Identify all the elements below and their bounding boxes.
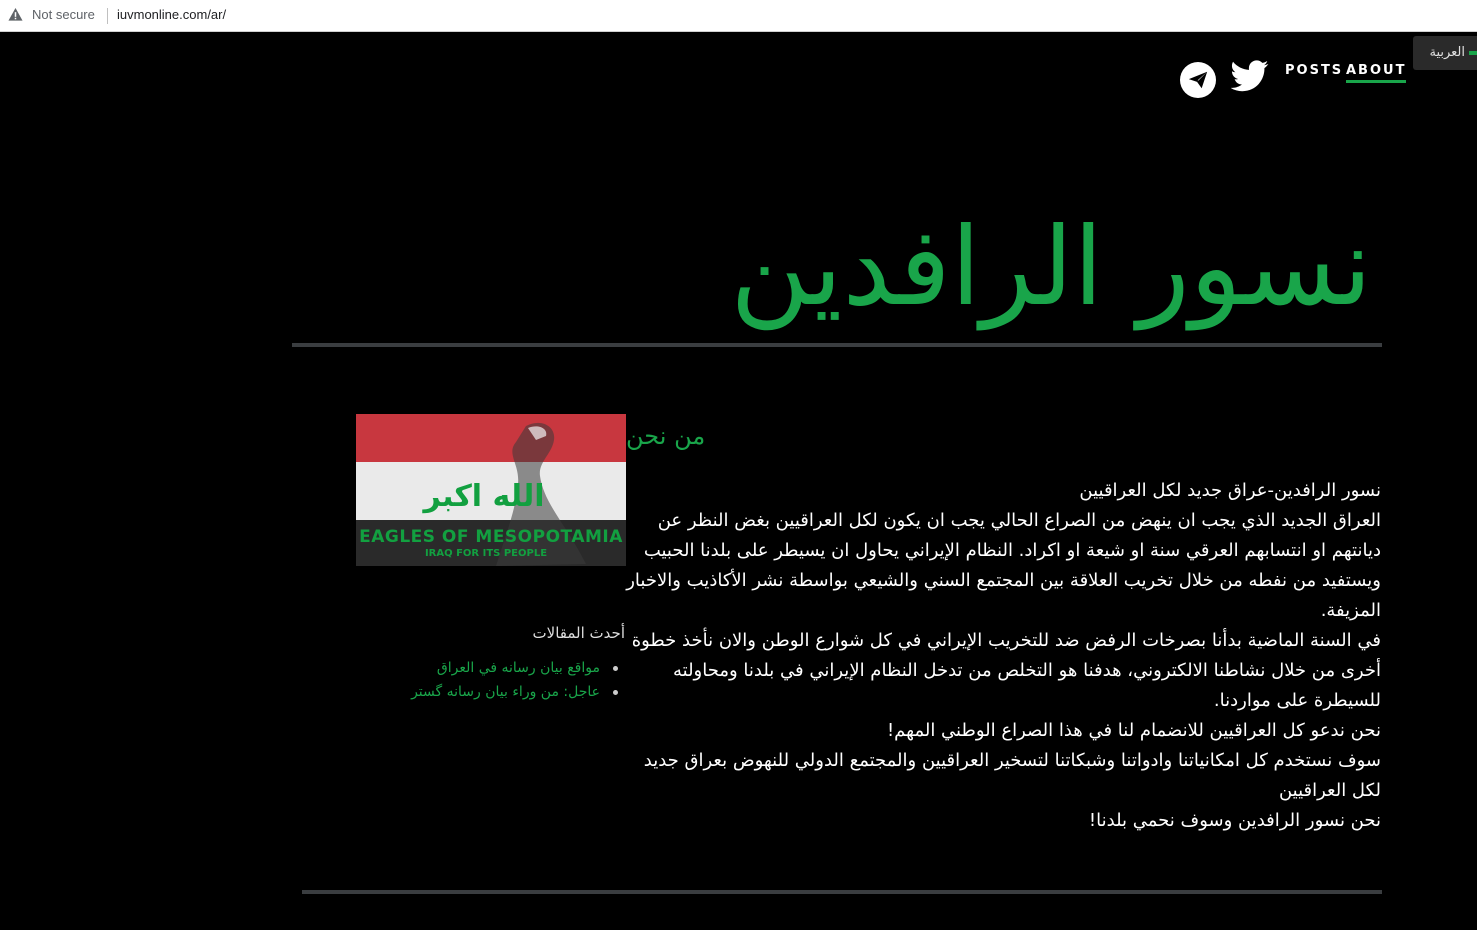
recent-posts-list [380, 656, 600, 704]
bottom-divider [302, 890, 1382, 894]
recent-posts-title: أحدث المقالات [532, 624, 625, 642]
about-paragraph: سوف نستخدم كل امكانياتنا وادواتنا وشبكاتنا لتسخير العراقيين والمجتمع الدولي للنهوض بعراق جديد لكل العراقيين [643, 750, 1381, 801]
about-paragraph: نحن نسور الرافدين وسوف نحمي بلدنا! [1088, 810, 1381, 831]
warning-icon[interactable] [8, 7, 23, 22]
about-paragraph: في السنة الماضية بدأنا بصرخات الرفض ضد للتخريب الإيراني في كل شوارع الوطن والان نأخذ خطوة أخرى من خلال نشاطنا الالكتروني، هدفنا هو التخلص من تدخل النظام الإيراني في بلدنا ومحاولته للسيطرة على مواردنا. [631, 630, 1381, 711]
banner-graphic [356, 414, 626, 566]
nav-posts-link[interactable]: POSTS [1285, 63, 1344, 78]
banner-image [356, 414, 626, 566]
list-item [380, 680, 600, 704]
about-body [620, 476, 1381, 836]
twitter-icon [1231, 60, 1269, 92]
recent-post-link[interactable]: مواقع بيان رسانه في العراق [436, 660, 600, 676]
banner-line1: EAGLES OF MESOPOTAMIA [359, 527, 623, 547]
security-label[interactable]: Not secure [32, 7, 95, 22]
address-separator [107, 8, 108, 24]
language-flag-icon [1469, 51, 1477, 55]
twitter-link[interactable] [1231, 60, 1269, 94]
about-paragraph: نسور الرافدين-عراق جديد لكل العراقيين [1079, 480, 1381, 501]
banner-line2: IRAQ FOR ITS PEOPLE [424, 548, 548, 559]
about-paragraph: العراق الجديد الذي يجب ان ينهض من الصراع الحالي يجب ان يكون لكل العراقيين بغض النظر عن ديانتهم او انتسابهم العرقي سنة او شيعة او اكراد. النظام الإيراني يحاول ان يسيطر على بلدنا الحبيب ويستفيد من نفطه من خلال تخريب العلاقة بين المجتمع السني والشيعي بواسطة نشر الأكاذيب والاخبار المزيفة. [626, 510, 1381, 621]
about-heading: من نحن [626, 422, 706, 450]
browser-address-bar [0, 0, 1477, 32]
nav-about-link[interactable]: ABOUT [1346, 63, 1406, 83]
bullet-icon [613, 690, 618, 695]
url-field[interactable]: iuvmonline.com/ar/ [117, 7, 227, 22]
list-item [380, 656, 600, 680]
top-divider [292, 343, 1382, 347]
site-title[interactable]: نسور الرافدين [730, 205, 1372, 330]
recent-post-link[interactable]: عاجل: من وراء بيان رسانه گستر [411, 684, 600, 700]
about-paragraph: نحن ندعو كل العراقيين للانضمام لنا في هذا الصراع الوطني المهم! [886, 720, 1381, 741]
telegram-icon [1187, 69, 1209, 91]
telegram-link[interactable] [1180, 62, 1216, 98]
language-label[interactable]: العربية [1429, 45, 1465, 60]
bullet-icon [613, 666, 618, 671]
language-switcher[interactable] [1413, 36, 1477, 70]
banner-arabic-text: الله اكبر [423, 479, 545, 514]
